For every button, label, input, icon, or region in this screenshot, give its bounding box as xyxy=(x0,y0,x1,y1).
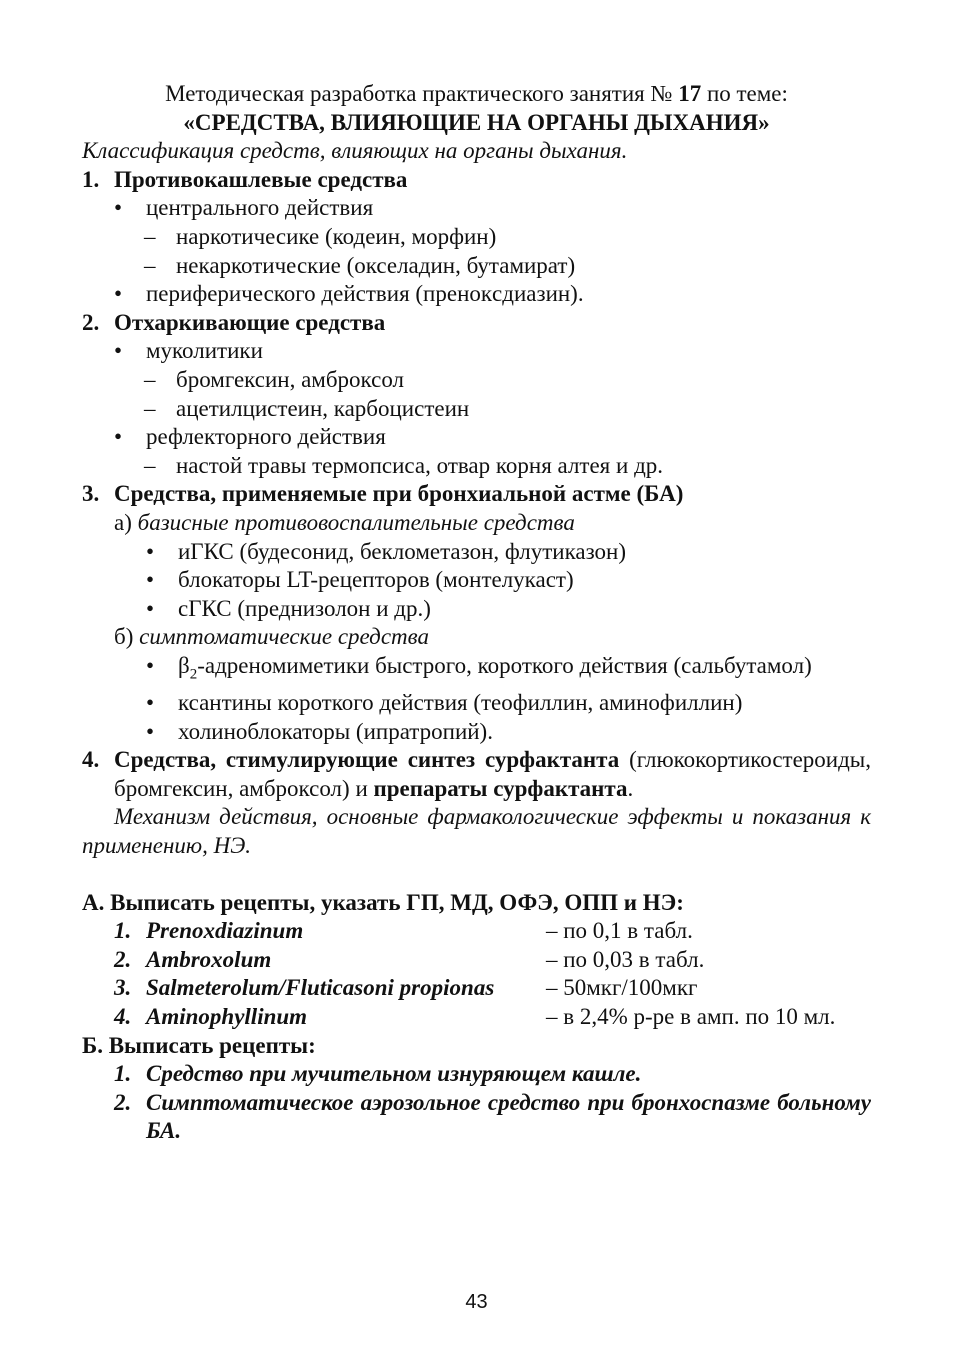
section-1-title: Противокашлевые средства xyxy=(114,166,408,192)
list-item: • иГКС (будесонид, беклометазон, флутиказон) xyxy=(146,538,627,564)
prescription-row: 3. Salmeterolum/Fluticasoni propionas – 50мкг/100мкг xyxy=(114,975,698,1001)
section-4: 4. Средства, стимулирующие синтез сурфактанта (глюкокортикостероиды, бромгексин, амброксол) и препараты сурфактанта. xyxy=(82,747,872,801)
section-2: 2. Отхаркивающие средства xyxy=(82,309,871,338)
section-4-title: Средства, стимулирующие синтез сурфактанта xyxy=(114,747,620,773)
page-title: «СРЕДСТВА, ВЛИЯЮЩИЕ НА ОРГАНЫ ДЫХАНИЯ» xyxy=(183,109,770,135)
list-item: • рефлекторного действия xyxy=(114,424,386,450)
list-item: – некаркотические (окселадин, бутамират) xyxy=(144,252,576,278)
list-item: • $\beta_2$-адреномиметики быстрого, короткого действия (сальбутамол) xyxy=(146,652,812,683)
section-3: 3. Средства, применяемые при бронхиальной астме (БА) xyxy=(82,480,871,509)
prescription-row: 1. Prenoxdiazinum – по 0,1 в табл. xyxy=(114,918,693,944)
subsection-b: б) симптоматические средства xyxy=(114,624,429,650)
list-item: • периферического действия (пренокcдиазин). xyxy=(114,281,584,307)
section-2-title: Отхаркивающие средства xyxy=(114,309,386,335)
list-item: • муколитики xyxy=(114,338,263,364)
lesson-number: 17 xyxy=(678,81,702,106)
task-a-title: А. Выписать рецепты, указать ГП, МД, ОФЭ, ОПП и НЭ: xyxy=(82,889,684,915)
task-b-item: 1. Средство при мучительном изнуряющем кашле. xyxy=(114,1061,642,1087)
mechanism-text: Механизм действия, основные фармакологические эффекты и показания к применению, НЭ. xyxy=(82,804,871,859)
subsection-a: а) базисные противовоспалительные средства xyxy=(114,509,575,535)
list-item: • холиноблокаторы (ипратропий). xyxy=(146,718,493,744)
list-item: – бромгексин, амброксол xyxy=(144,366,405,392)
list-item: – ацетилцистеин, карбоцистеин xyxy=(144,395,470,421)
section-3-title: Средства, применяемые при бронхиальной астме (БА) xyxy=(114,481,684,507)
task-b-title: Б. Выписать рецепты: xyxy=(82,1032,316,1058)
prescription-row: 4. Aminophyllinum – в 2,4% р-ре в амп. по 10 мл. xyxy=(114,1004,836,1029)
list-item: • сГКС (преднизолон и др.) xyxy=(146,595,431,621)
list-item: • ксантины короткого действия (теофиллин, аминофиллин) xyxy=(146,690,743,716)
list-item: • блокаторы LT-рецепторов (монтелукаст) xyxy=(146,567,574,593)
list-item: • центрального действия xyxy=(114,195,374,221)
header-line: Методическая разработка практического занятия № 17 по теме: xyxy=(165,81,788,106)
page-number: 43 xyxy=(465,1291,488,1313)
task-b-item: 2. Симптоматическое аэрозольное средство при бронхоспазме больному БА. xyxy=(114,1089,871,1144)
list-item: – настой травы термопсиса, отвар корня алтея и др. xyxy=(144,452,664,478)
list-item: – наркотичесике (кодеин, морфин) xyxy=(144,223,497,249)
prescription-row: 2. Ambroxolum – по 0,03 в табл. xyxy=(114,946,705,972)
section-1: 1. Противокашлевые средства xyxy=(82,166,871,195)
classification-title: Классификация средств, влияющих на органы дыхания. xyxy=(82,138,628,164)
